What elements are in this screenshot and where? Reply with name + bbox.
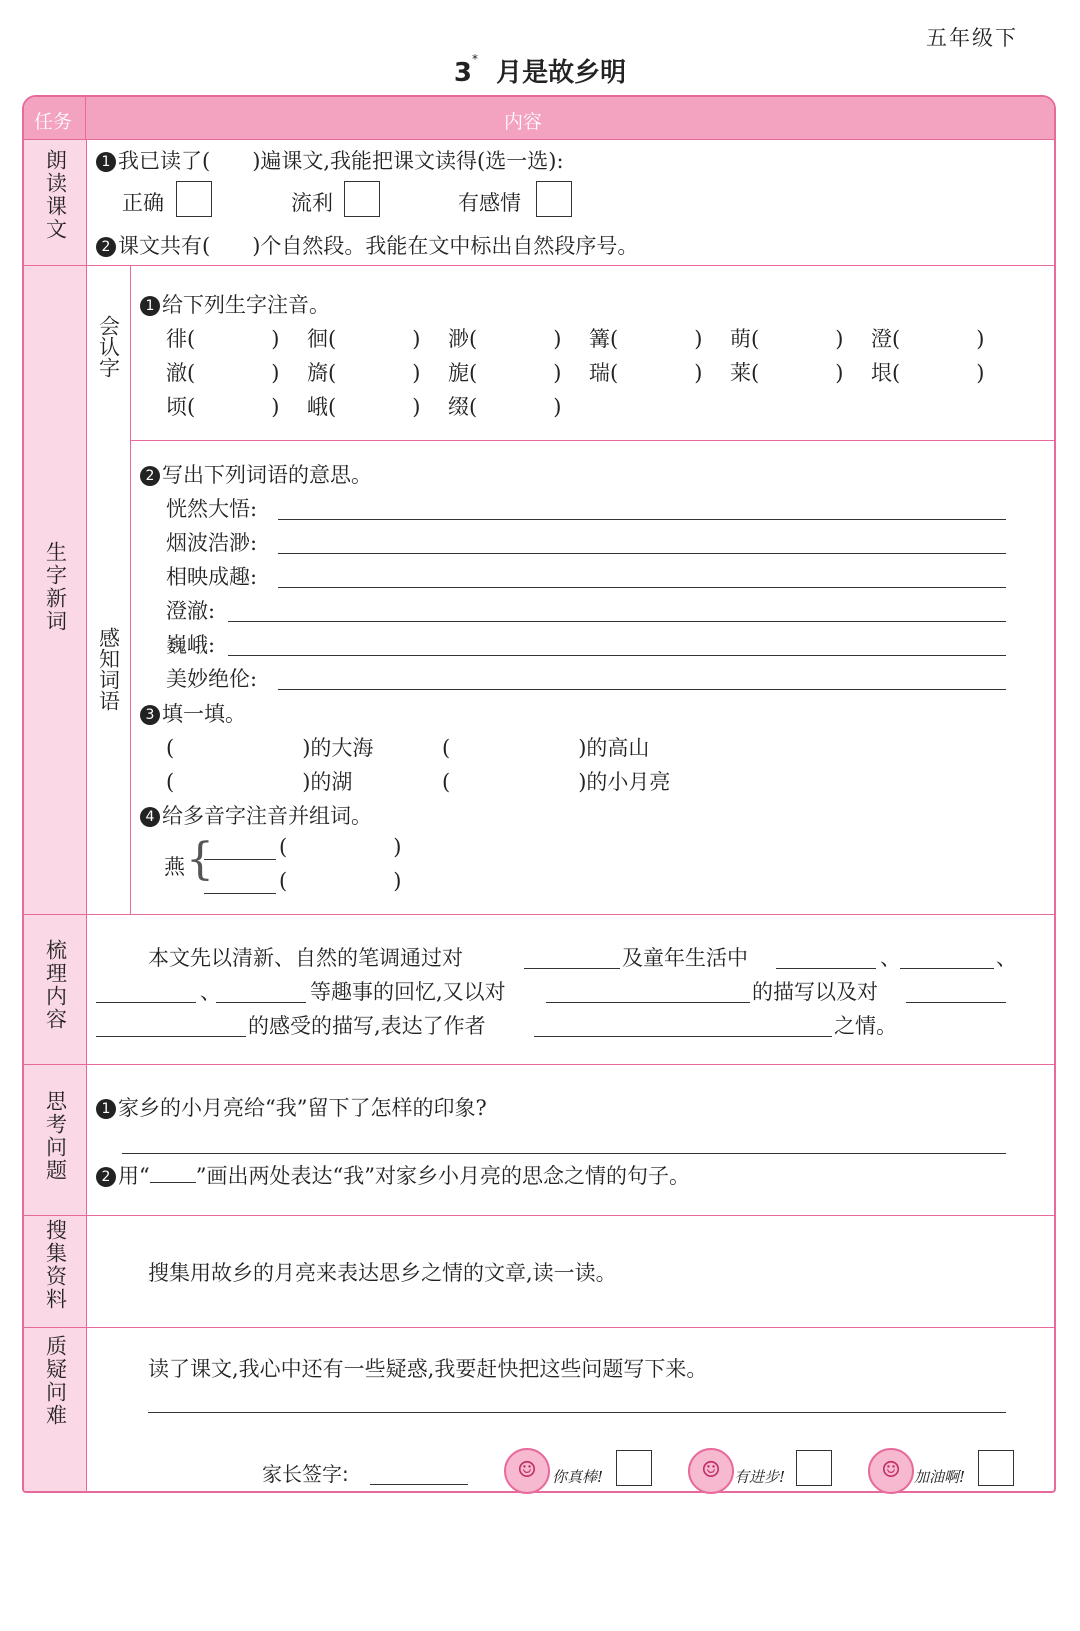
pinyin-item[interactable]: 渺( ) <box>448 327 562 351</box>
page-title <box>0 52 1080 89</box>
hanzi-char: 篝 <box>589 327 610 351</box>
words-q3: 3 填一填。 <box>140 698 246 728</box>
hanzi-char: 旎 <box>448 361 469 385</box>
hanzi-char: 徘 <box>166 327 187 351</box>
thinking-q2: 2 用“ ”画出两处表达“我”对家乡小月亮的思念之情的句子。 <box>96 1160 690 1190</box>
pinyin-item[interactable]: 峨( ) <box>307 395 421 419</box>
meaning-answer-line[interactable] <box>278 519 1006 520</box>
lesson-mark: * <box>471 52 478 66</box>
hanzi-char: 澈 <box>166 361 187 385</box>
option-fluent: 流利 <box>291 191 333 215</box>
words-q2: 2 写出下列词语的意思。 <box>140 459 372 489</box>
checkbox-progress[interactable] <box>796 1450 832 1486</box>
meaning-answer-line[interactable] <box>278 689 1006 690</box>
header-content: 内容 <box>504 111 543 133</box>
praise-cheer: 加油啊! <box>914 1468 966 1486</box>
summary-p5: 的感受的描写,表达了作者 <box>248 1014 486 1038</box>
poly-char: 燕 <box>164 855 185 879</box>
meaning-label: 烟波浩渺: <box>166 531 258 555</box>
hanzi-char: 萌 <box>730 327 751 351</box>
question-text: 读了课文,我心中还有一些疑惑,我要赶快把这些问题写下来。 <box>148 1357 708 1381</box>
section-label-thinking: 思考问题 <box>43 1090 68 1182</box>
hanzi-char: 徊 <box>307 327 328 351</box>
fill-sea: ( )的大海 <box>166 736 374 760</box>
pinyin-item[interactable]: 缀( ) <box>448 395 562 419</box>
hanzi-char: 莱 <box>730 361 751 385</box>
word-blank-1[interactable]: ( ) <box>279 835 402 859</box>
summary-p2: 及童年生活中 <box>622 946 748 970</box>
section-label-question: 质疑问难 <box>43 1335 68 1427</box>
reading-q2: 2 课文共有( )个自然段。我能在文中标出自然段序号。 <box>96 230 638 260</box>
hanzi-char: 顷 <box>166 395 187 419</box>
checkbox-great[interactable] <box>616 1450 652 1486</box>
hanzi-char: 垠 <box>871 361 892 385</box>
brace: { <box>186 834 214 885</box>
meaning-answer-line[interactable] <box>278 587 1006 588</box>
pinyin-item[interactable]: 徘( ) <box>166 327 280 351</box>
pinyin-item[interactable]: 旎( ) <box>448 361 562 385</box>
fill-mountain: ( )的高山 <box>442 736 650 760</box>
section-label-summary: 梳理内容 <box>43 939 68 1031</box>
sublabel-recognize: 会认字 <box>96 315 121 378</box>
words-q4: 4 给多音字注音并组词。 <box>140 800 372 830</box>
meaning-label: 恍然大悟: <box>166 497 258 521</box>
checkbox-emotion[interactable] <box>536 181 572 217</box>
checkbox-cheer[interactable] <box>978 1450 1014 1486</box>
answer-line[interactable] <box>122 1153 1006 1154</box>
pinyin-item[interactable]: 澄( ) <box>871 327 985 351</box>
pinyin-item[interactable]: 顷( ) <box>166 395 280 419</box>
option-correct: 正确 <box>122 191 164 215</box>
collect-text: 搜集用故乡的月亮来表达思乡之情的文章,读一读。 <box>148 1261 617 1285</box>
lesson-title: 月是故乡明 <box>496 58 627 88</box>
pinyin-item[interactable]: 瑞( ) <box>589 361 703 385</box>
sublabel-perceive: 感知词语 <box>96 627 121 711</box>
summary-p3: 等趣事的回忆,又以对 <box>310 980 506 1004</box>
summary-p6: 之情。 <box>834 1014 897 1038</box>
signature-line[interactable] <box>370 1484 468 1485</box>
hanzi-char: 峨 <box>307 395 328 419</box>
meaning-label: 美妙绝伦: <box>166 667 258 691</box>
summary-p1: 本文先以清新、自然的笔调通过对 <box>148 946 463 970</box>
pinyin-item[interactable]: 莱( ) <box>730 361 844 385</box>
pinyin-blank-1[interactable] <box>204 859 276 860</box>
hanzi-char: 缀 <box>448 395 469 419</box>
worksheet-table: 任务 内容 朗读课文 生字新词 会认字 感知词语 梳理内容 思考问题 搜集资料 质疑问难 1 我已读了( )遍课文,我能把课文读得(选一选): 正确 流利 有感情 2 课文共有( )个自然段。我能在文中标出自然段序号。 1 给下列生字注音。 徘( ) 徊( ) 渺( ) 篝( ) 萌( ) 澄( ) 澈( ) 旖( ) 旎( ) 瑞( ) 莱( ) 垠( ) 顷( ) 峨( ) 缀( ) 2 写出下列词语的意思。 恍然大悟: 烟波浩渺: 相映成趣: 澄澈: 巍峨: 美妙绝伦: 3 填一填。 ( )的大海 ( )的高山 ( )的湖 ( )的小月亮 4 给多音字注音并组词。 燕 { ( ) ( ) 本文先以清新、自然的笔调通过对 及童年生活中 、 、 、 等趣事的回忆,又以对 的描写以及对 的感受的描写,表达了作者 之情。 1 家乡的小月亮给“我”留下了怎样的印象? 2 用“ ”画出两处表达“我”对家乡小月亮的思念之情的句子。 搜集用故乡的月亮来表达思乡之情的文章,读一读。 读了课文,我心中还有一些疑惑,我要赶快把这些问题写下来。 <box>22 95 1056 1493</box>
meaning-label: 巍峨: <box>166 633 216 657</box>
checkbox-fluent[interactable] <box>344 181 380 217</box>
question-line[interactable] <box>148 1412 1006 1413</box>
hanzi-char: 澄 <box>871 327 892 351</box>
checkbox-correct[interactable] <box>176 181 212 217</box>
meaning-answer-line[interactable] <box>228 621 1006 622</box>
sun-wink-icon: ☺ <box>688 1448 734 1494</box>
meaning-answer-line[interactable] <box>278 553 1006 554</box>
fill-lake: ( )的湖 <box>166 770 353 794</box>
thinking-q1: 1 家乡的小月亮给“我”留下了怎样的印象? <box>96 1092 487 1122</box>
pinyin-item[interactable]: 篝( ) <box>589 327 703 351</box>
pinyin-item[interactable]: 徊( ) <box>307 327 421 351</box>
meaning-answer-line[interactable] <box>228 655 1006 656</box>
section-label-reading: 朗读课文 <box>43 149 68 241</box>
reading-q1: 1 我已读了( )遍课文,我能把课文读得(选一选): <box>96 145 564 175</box>
fill-moon: ( )的小月亮 <box>442 770 671 794</box>
praise-great: 你真棒! <box>552 1468 604 1486</box>
parent-signature-label: 家长签字: <box>262 1462 349 1486</box>
word-blank-2[interactable]: ( ) <box>279 869 402 893</box>
pinyin-item[interactable]: 旖( ) <box>307 361 421 385</box>
pinyin-blank-2[interactable] <box>204 893 276 894</box>
pinyin-item[interactable]: 垠( ) <box>871 361 985 385</box>
section-label-collect: 搜集资料 <box>43 1219 68 1311</box>
lesson-number: 3 <box>453 58 472 88</box>
meaning-label: 相映成趣: <box>166 565 258 589</box>
meaning-label: 澄澈: <box>166 599 216 623</box>
words-q1: 1 给下列生字注音。 <box>140 289 330 319</box>
hanzi-char: 瑞 <box>589 361 610 385</box>
header-task: 任务 <box>34 111 73 133</box>
section-label-words: 生字新词 <box>43 541 68 633</box>
hanzi-char: 旖 <box>307 361 328 385</box>
pinyin-item[interactable]: 澈( ) <box>166 361 280 385</box>
praise-progress: 有进步! <box>734 1468 786 1486</box>
summary-p4: 的描写以及对 <box>752 980 878 1004</box>
sun-smile-icon: ☺ <box>504 1448 550 1494</box>
option-emotion: 有感情 <box>458 191 521 215</box>
hanzi-char: 渺 <box>448 327 469 351</box>
sun-cheer-icon: ☺ <box>868 1448 914 1494</box>
grade-label: 五年级下 <box>926 26 1018 50</box>
pinyin-item[interactable]: 萌( ) <box>730 327 844 351</box>
